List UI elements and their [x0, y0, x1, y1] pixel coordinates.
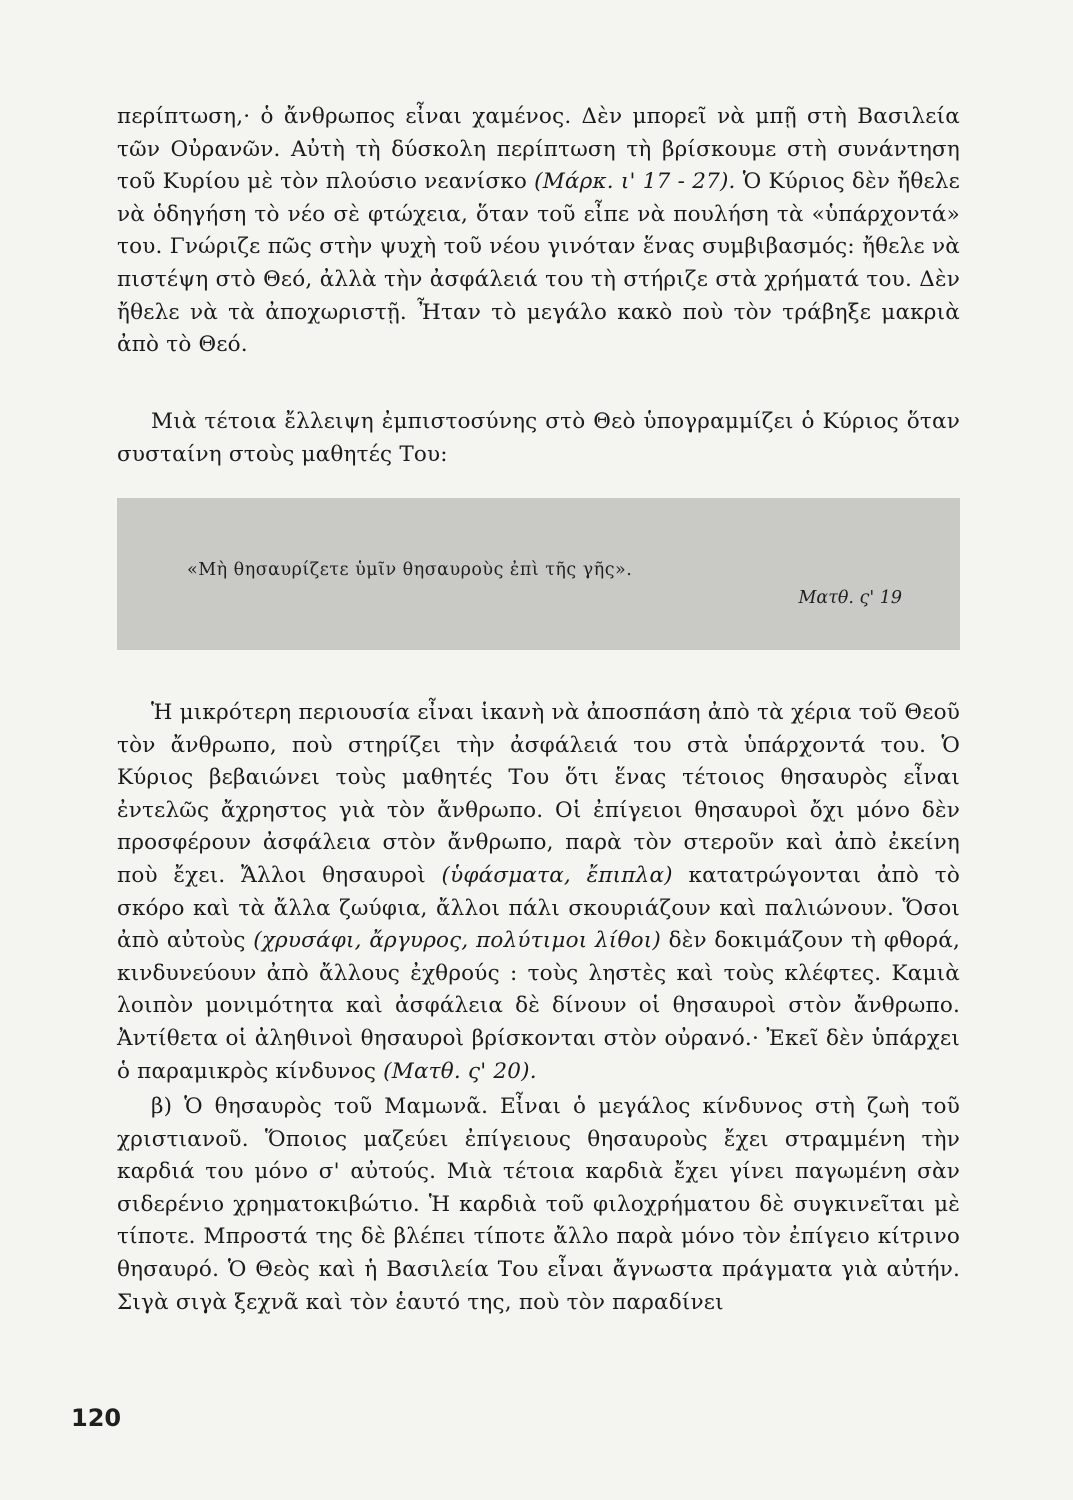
paragraph-treasures: [117, 697, 960, 1088]
paragraph-text: Ὁ Κύριος δὲν ἤθελε νὰ ὁδηγήση τὸ νέο σὲ φτώχεια, ὅταν τοῦ εἶπε νὰ πουλήση τὰ «ὑπάρχοντά» του. Γνώριζε πῶς στὴν ψυχὴ τοῦ νέου γινόταν ἕνας συμβιβασμός: ἤθελε νὰ πιστέψη στὸ Θεό, ἀλλὰ τὴν ἀσφάλειά του τὴ στήριζε στὰ χρήματά του. Δὲν ἤθελε νὰ τὰ ἀποχωριστῇ. Ἦταν τὸ μεγάλο κακὸ ποὺ τὸν τράβηξε μακριὰ ἀπὸ τὸ Θεό.: [117, 169, 960, 358]
paragraph-text: Ὁ θησαυρὸς τοῦ Μαμωνᾶ. Εἶναι ὁ μεγάλος κίνδυνος στὴ ζωὴ τοῦ χριστιανοῦ. Ὅποιος μαζεύει ἐπίγειους θησαυροὺς ἔχει στραμμένη τὴν καρδιά του μόνο σ' αὐτούς. Μιὰ τέτοια καρδιὰ ἔχει γίνει παγωμένη σὰν σιδερένιο χρηματοκιβώτιο. Ἡ καρδιὰ τοῦ φιλοχρήματου δὲ συγκινεῖται μὲ τίποτε. Μπροστά της δὲ βλέπει τίποτε ἄλλο παρὰ μόνο τὸν ἐπίγειο κίτρινο θησαυρό. Ὁ Θεὸς καὶ ἡ Βασιλεία Του εἶναι ἄγνωστα πράγματα γιὰ αὐτήν. Σιγὰ σιγὰ ξεχνᾶ καὶ τὸν ἑαυτό της, ποὺ τὸν παραδίνει: [117, 1094, 960, 1315]
scripture-reference: (Ματθ. ς' 20).: [383, 1058, 537, 1084]
paragraph-text: Ἡ μικρότερη περιουσία εἶναι ἱκανὴ νὰ ἀποσπάση ἀπὸ τὰ χέρια τοῦ Θεοῦ τὸν ἄνθρωπο, ποὺ στηρίζει τὴν ἀσφάλειά του στὰ ὑπάρχοντά του. Ὁ Κύριος βεβαιώνει τοὺς μαθητές Του ὅτι ἕνας τέτοιος θησαυρὸς εἶναι ἐντελῶς ἄχρηστος γιὰ τὸν ἄνθρωπο. Οἱ ἐπίγειοι θησαυροὶ ὄχι μόνο δὲν προσφέρουν ἀσφάλεια στὸν ἄνθρωπο, παρὰ τὸν στεροῦν καὶ ἀπὸ ἐκείνη ποὺ ἔχει. Ἄλλοι θησαυροὶ: [117, 700, 960, 888]
quote-text: «Μὴ θησαυρίζετε ὑμῖν θησαυροὺς ἐπὶ τῆς γῆς».: [187, 560, 633, 580]
quote-reference: Ματθ. ς' 19: [798, 588, 902, 608]
paragraph-mammon: [117, 1091, 960, 1319]
paragraph-text: Μιὰ τέτοια ἔλλειψη ἐμπιστοσύνης στὸ Θεὸ ὑπογραμμίζει ὁ Κύριος ὅταν συσταίνη στοὺς μαθητές Του:: [117, 409, 960, 467]
scripture-reference: (Μάρκ. ι' 17 - 27).: [534, 169, 736, 195]
emphasis-text: (ὑφάσματα, ἔπιπλα): [441, 862, 673, 888]
paragraph-continuation: [117, 101, 960, 362]
page-number: 120: [71, 1404, 122, 1432]
quote-box: [117, 498, 960, 650]
paragraph-intro-quote: [117, 406, 960, 471]
paragraph-text: δὲν δοκιμάζουν τὴ φθορά, κινδυνεύουν ἀπὸ ἄλλους ἐχθρούς : τοὺς ληστὲς καὶ τοὺς κλέφτες. Καμιὰ λοιπὸν μονιμότητα καὶ ἀσφάλεια δὲ δίνουν οἱ θησαυροὶ στὸν ἄνθρωπο. Ἀντίθετα οἱ ἀληθινοὶ θησαυροὶ βρίσκονται στὸν οὐρανό.· Ἐκεῖ δὲν ὑπάρχει ὁ παραμικρὸς κίνδυνος: [117, 928, 960, 1084]
paragraph-text: περίπτωση,· ὁ ἄνθρωπος εἶναι χαμένος. Δὲν μπορεῖ νὰ μπῇ στὴ Βασιλεία τῶν Οὐρανῶν. Αὐτὴ τὴ δύσκολη περίπτωση τὴ βρίσκουμε στὴ συνάντηση τοῦ Κυρίου μὲ τὸν πλούσιο νεανίσκο: [117, 104, 960, 195]
section-label: β): [151, 1094, 173, 1119]
paragraph-text: κατατρώγονται ἀπὸ τὸ σκόρο καὶ τὰ ἄλλα ζωύφια, ἄλλοι πάλι σκουριάζουν καὶ παλιώνουν. Ὅσοι ἀπὸ αὐτοὺς: [117, 862, 960, 954]
emphasis-text: (χρυσάφι, ἄργυρος, πολύτιμοι λίθοι): [253, 928, 661, 954]
